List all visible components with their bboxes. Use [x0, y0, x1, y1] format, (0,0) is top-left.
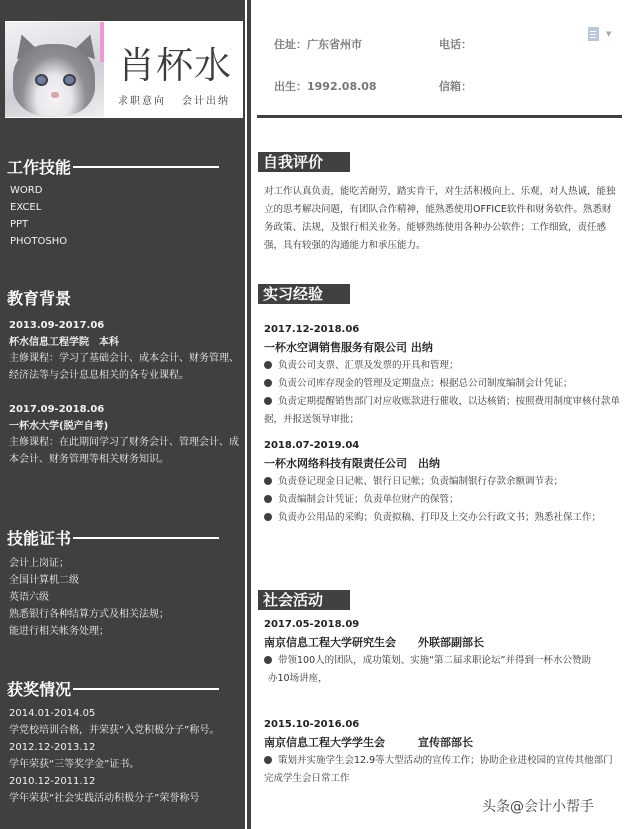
photo-edge — [100, 22, 104, 62]
education-entry — [9, 318, 241, 384]
bullet-icon — [264, 361, 272, 369]
vertical-divider — [247, 0, 251, 829]
cat-head — [13, 44, 95, 116]
bullet-icon — [264, 477, 272, 485]
profile-header — [5, 21, 243, 118]
award-date: 2010.12-2011.12 — [9, 776, 96, 787]
bullet-icon — [264, 656, 272, 664]
title-rule — [73, 166, 219, 168]
certificate-item: 熟悉银行各种结算方式及相关法规； — [9, 609, 169, 620]
award-date: 2012.12-2013.12 — [9, 742, 96, 753]
caret-down-icon[interactable]: ▼ — [606, 30, 612, 38]
internship-date: 2018.07-2019.04 — [264, 440, 360, 451]
awards-title — [7, 677, 219, 700]
award-desc: 学年荣获“三等奖学金”证书。 — [9, 759, 140, 770]
job-intent-value: 会计出纳 — [182, 96, 230, 107]
contact-birth: 出生：1992.08.08 — [274, 80, 377, 93]
header-divider — [257, 115, 622, 118]
social-date: 2017.05-2018.09 — [264, 619, 360, 630]
award-desc: 学年荣获“社会实践活动积极分子”荣誉称号 — [9, 793, 200, 804]
certificates-title — [7, 526, 219, 549]
education-date: 2017.09-2018.06 — [9, 404, 105, 415]
self-eval-title: 自我评价 — [258, 152, 350, 172]
skill-item: PPT — [10, 219, 29, 230]
internship-date: 2017.12-2018.06 — [264, 324, 360, 335]
internship-entry — [264, 321, 620, 429]
internship-bullet: 负责编制会计凭证；负责单位财产的保管； — [264, 491, 620, 509]
awards-title-text: 获奖情况 — [7, 680, 72, 699]
education-school: 一杯水大学(脱产自考) — [9, 420, 109, 432]
job-intent-label: 求职意向 — [118, 96, 166, 107]
candidate-name: 肖杯水 — [118, 44, 232, 87]
bullet-icon — [264, 495, 272, 503]
certificate-item: 全国计算机二级 — [9, 575, 79, 586]
contact-address: 住址：广东省州市 — [274, 38, 362, 51]
education-desc: 主修课程：学习了基础会计、成本会计、财务管理、经济法等与会计息息相关的各专业课程。 — [9, 353, 239, 381]
education-title-text: 教育背景 — [7, 289, 72, 308]
social-bullet: 策划并实施学生会12.9等大型活动的宣传工作；协助企业进校园的宣传其他部门完成学生会日常工作 — [264, 755, 613, 784]
document-icon[interactable] — [588, 27, 599, 41]
social-date: 2015.10-2016.06 — [264, 719, 360, 730]
internship-bullet: 负责公司库存现金的管理及定期盘点；根据总公司制度编制会计凭证； — [264, 375, 620, 393]
internship-bullet: 负责公司支票、汇票及发票的开具和管理； — [264, 357, 620, 375]
title-rule — [73, 688, 219, 690]
bullet-icon — [264, 756, 272, 764]
skill-item: EXCEL — [10, 202, 42, 213]
social-bullet: 带领100人的团队，成功策划、实施“第二届求职论坛”并得到一杯水公赞助 — [264, 652, 620, 670]
bullet-icon — [264, 379, 272, 387]
self-eval-text: 对工作认真负责，能吃苦耐劳，踏实肯干，对生活积极向上、乐观，对人热诚，能独立的思考解决问题，有团队合作精神，能熟悉使用OFFICE软件和财务软件。熟悉财务政策、法规，及银行相关业务。能够熟练使用各种办公软件；工作细致，责任感强，具有较强的沟通能力和承压能力。 — [264, 186, 616, 251]
certificate-item: 能进行相关帐务处理； — [9, 626, 109, 637]
skill-item: PHOTOSHO — [10, 236, 68, 247]
internship-bullet: 负责登记现金日记帐、银行日记帐；负责编制银行存款余额调节表； — [264, 473, 620, 491]
education-desc: 主修课程：在此期间学习了财务会计、管理会计、成本会计、财务管理等相关财务知识。 — [9, 437, 239, 465]
social-entry — [264, 616, 620, 688]
internship-bullet: 负责定期提醒销售部门对应收账款进行催收，以达核销；按照费用制度审核付款单据，并报送领导审批； — [264, 396, 621, 425]
internship-org: 一杯水网络科技有限责任公司 出纳 — [264, 457, 440, 470]
cat-eye-right — [63, 74, 76, 86]
award-date: 2014.01-2014.05 — [9, 708, 96, 719]
bullet-icon — [264, 513, 272, 521]
skills-title — [7, 155, 219, 178]
contact-phone: 电话： — [439, 38, 472, 51]
internship-org: 一杯水空调销售服务有限公司 出纳 — [264, 341, 433, 354]
skill-item: WORD — [10, 185, 43, 196]
cat-nose — [51, 92, 59, 98]
cat-eye-left — [35, 74, 48, 86]
education-school: 杯水信息工程学院 本科 — [9, 336, 119, 348]
social-title: 社会活动 — [258, 590, 350, 610]
skills-title-text: 工作技能 — [7, 158, 72, 177]
awards-list — [9, 705, 241, 807]
certificates-list — [9, 555, 169, 640]
skills-list — [10, 182, 67, 250]
contact-email: 信箱： — [439, 80, 472, 93]
social-extra: 办10场讲座， — [268, 673, 328, 684]
title-rule — [73, 537, 219, 539]
social-entry — [264, 716, 620, 788]
education-title — [7, 286, 71, 309]
profile-photo — [5, 22, 104, 117]
internship-title: 实习经验 — [258, 284, 350, 304]
award-desc: 学党校培训合格，并荣获“入党积极分子”称号。 — [9, 725, 220, 736]
internship-bullet: 负责办公用品的采购；负责拟稿、打印及上交办公行政文书；熟悉社保工作； — [264, 509, 620, 527]
watermark: 头条@会计小帮手 — [482, 799, 594, 815]
internship-entry — [264, 437, 620, 527]
social-org: 南京信息工程大学学生会 宣传部部长 — [264, 736, 473, 749]
bullet-icon — [264, 397, 272, 405]
certificate-item: 英语六级 — [9, 592, 49, 603]
certificates-title-text: 技能证书 — [7, 529, 72, 548]
certificate-item: 会计上岗证； — [9, 558, 69, 569]
education-date: 2013.09-2017.06 — [9, 320, 105, 331]
education-entry — [9, 402, 241, 468]
job-intent — [118, 92, 230, 107]
social-org: 南京信息工程大学研究生会 外联部副部长 — [264, 636, 484, 649]
